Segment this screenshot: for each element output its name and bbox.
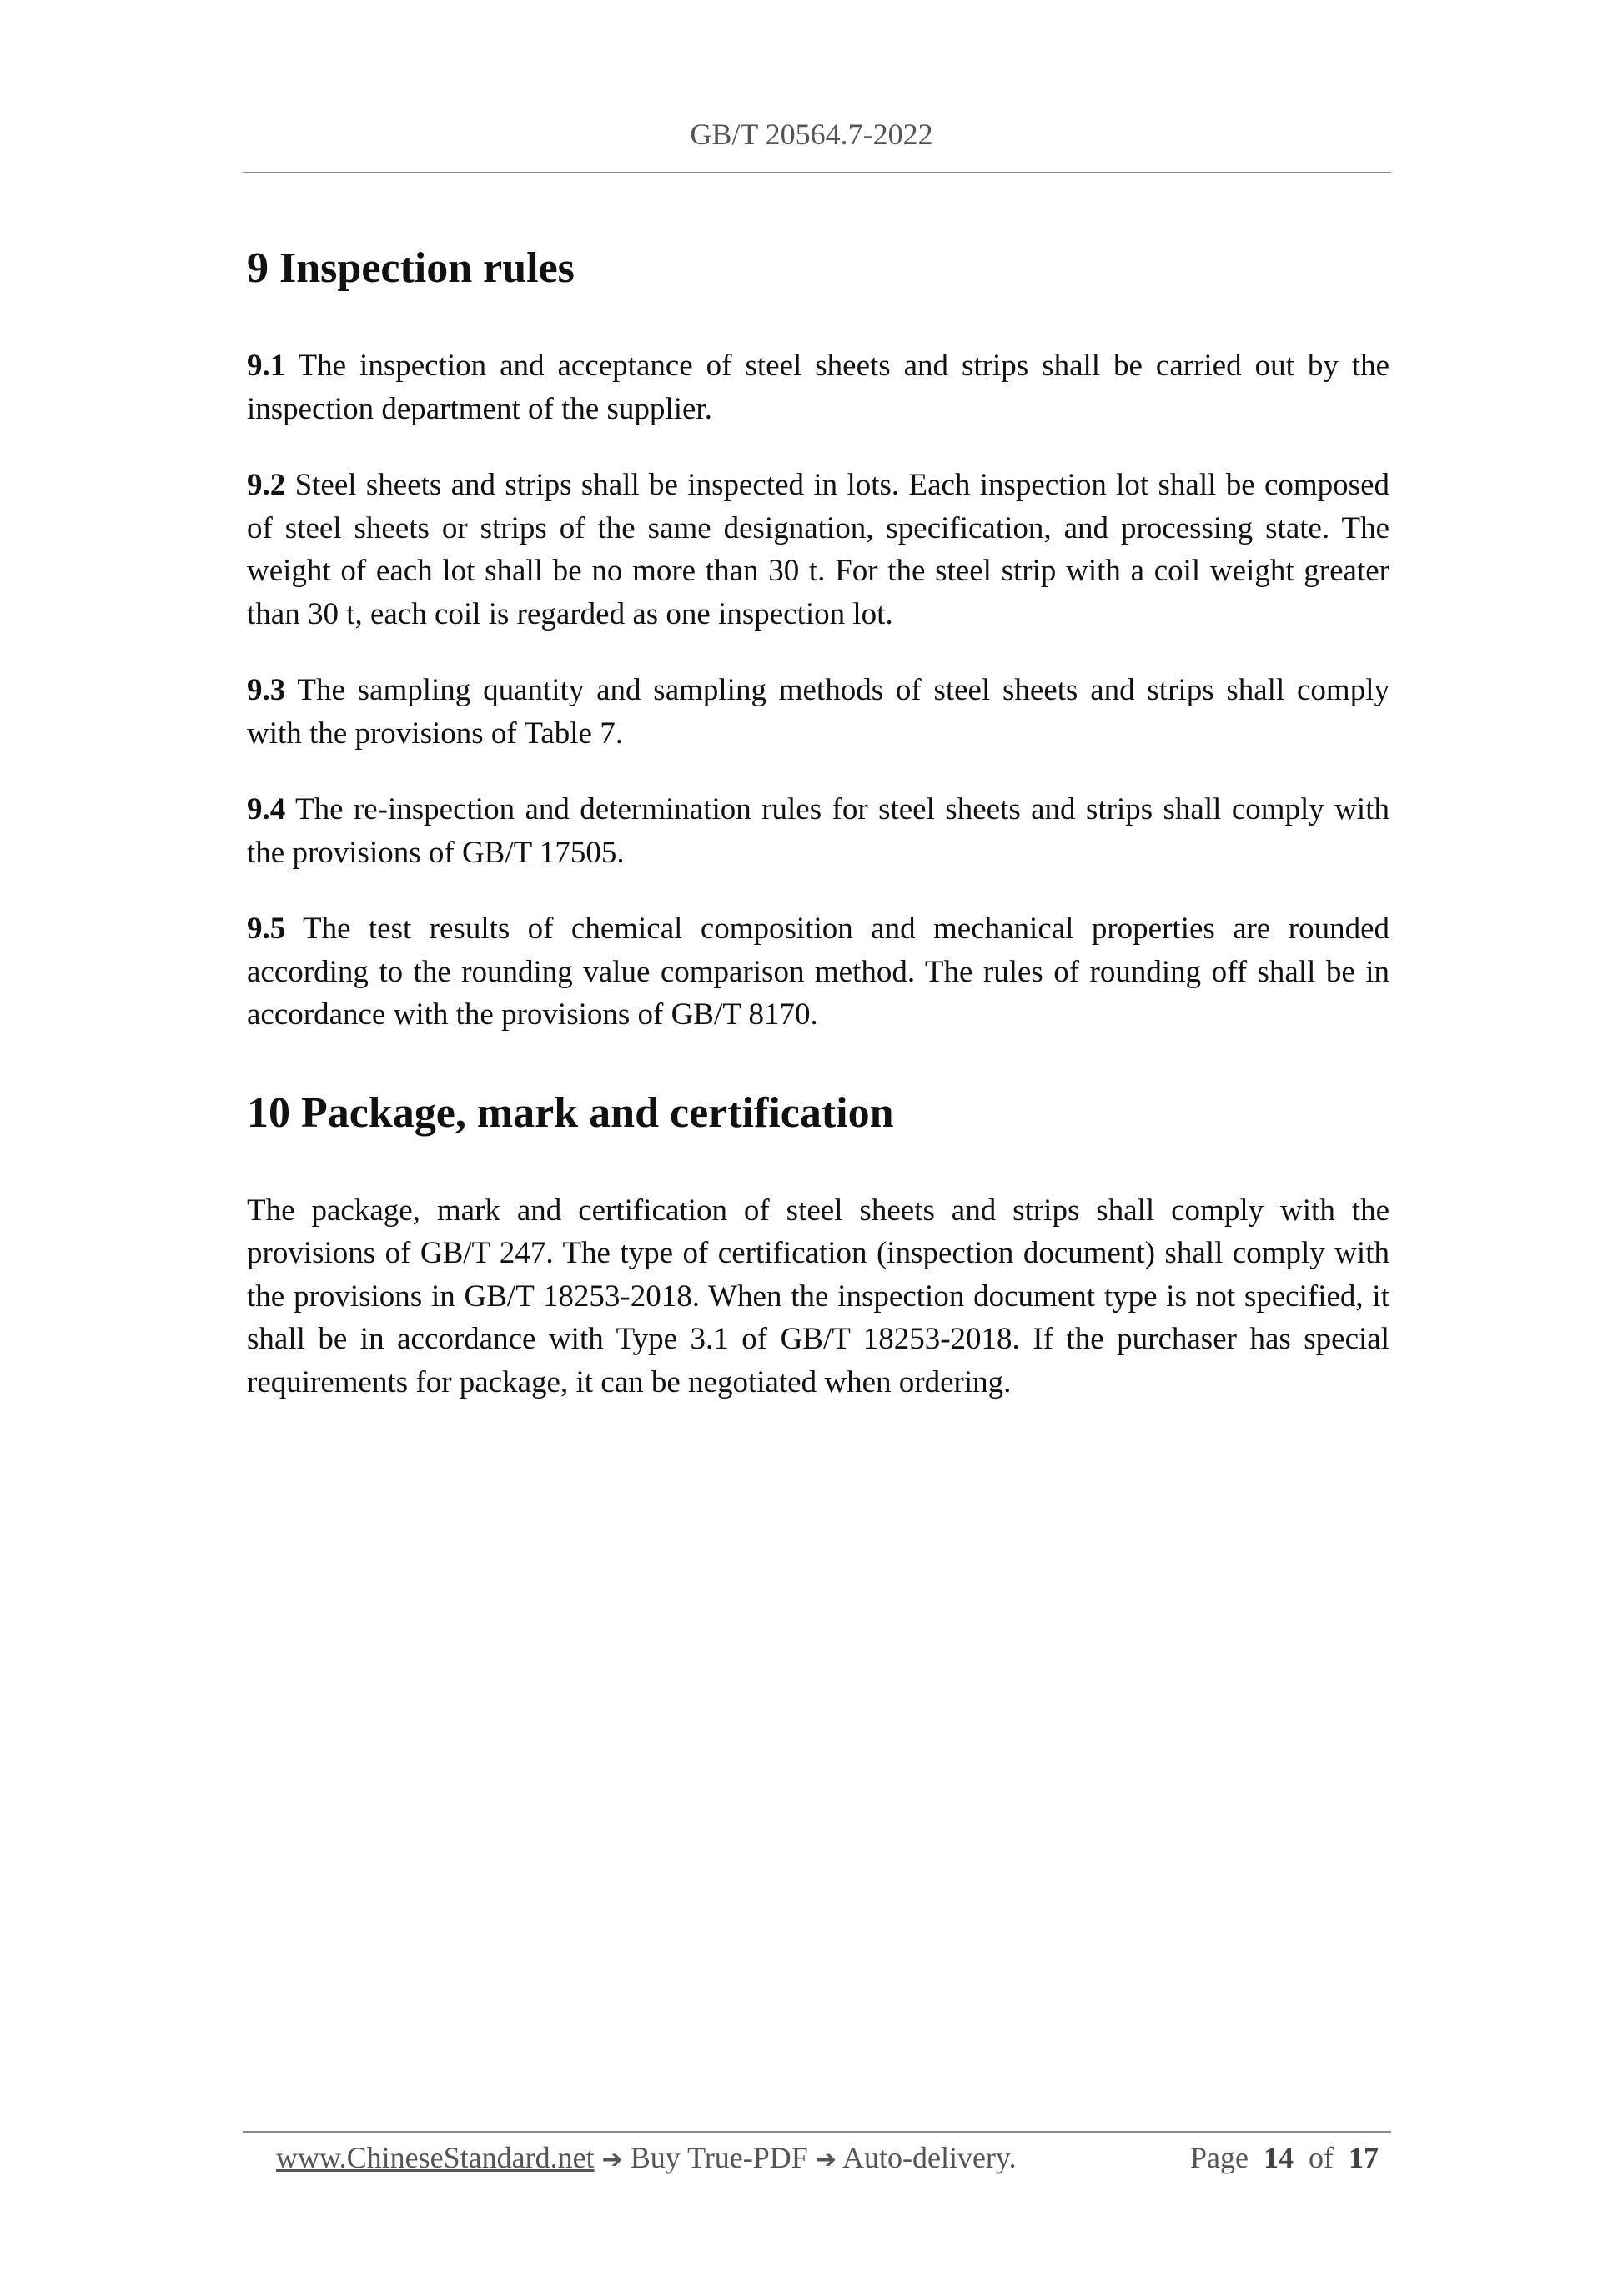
clause-number: 9.1 — [247, 349, 286, 383]
page-total: 17 — [1349, 2141, 1379, 2174]
footer-divider — [243, 2131, 1391, 2133]
page-footer — [0, 2134, 1623, 2184]
page-label: Page — [1190, 2141, 1249, 2174]
section-10-heading: 10 Package, mark and certification — [247, 1088, 894, 1137]
delivery-text: Auto-delivery. — [842, 2141, 1017, 2174]
right-arrow-icon: ➔ — [815, 2145, 837, 2174]
clause-text: The inspection and acceptance of steel sheets and strips shall be carried out by the inspection department of the supplier. — [247, 349, 1389, 426]
page-content — [247, 235, 1389, 1404]
right-arrow-icon: ➔ — [601, 2145, 623, 2174]
of-label: of — [1309, 2141, 1334, 2174]
clause-number: 9.4 — [247, 792, 286, 826]
clause-9-1 — [247, 344, 1389, 430]
clause-text: The sampling quantity and sampling methods of steel sheets and strips shall comply with the provisions of Table 7. — [247, 673, 1389, 751]
running-header: GB/T 20564.7-2022 — [690, 118, 933, 151]
site-link[interactable]: www.ChineseStandard.net — [276, 2141, 595, 2174]
clause-9-3 — [247, 669, 1389, 755]
clause-9-5 — [247, 907, 1389, 1037]
clause-number: 9.2 — [247, 468, 286, 502]
page-current: 14 — [1264, 2141, 1294, 2174]
clause-text: The test results of chemical composition and mechanical properties are rounded according to the rounding value comparison method. The rules of rounding off shall be in accordance with the provisions of GB/T 8170. — [247, 912, 1389, 1032]
buy-text: Buy True-PDF — [630, 2141, 808, 2174]
clause-number: 9.5 — [247, 912, 286, 946]
clause-number: 9.3 — [247, 673, 286, 707]
page-counter — [1190, 2134, 1379, 2181]
header-divider — [243, 172, 1391, 173]
clause-text: Steel sheets and strips shall be inspected in lots. Each inspection lot shall be composed of steel sheets or strips of the same designation, specification, and processing state. The weight of each lot shall be no more than 30 t. For the steel strip with a coil weight greater than 30 t, each coil is regarded as one inspection lot. — [247, 468, 1389, 631]
footer-promo — [276, 2134, 1017, 2183]
clause-9-2 — [247, 464, 1389, 636]
clause-text: The re-inspection and determination rules for steel sheets and strips shall comply with the provisions of GB/T 17505. — [247, 792, 1389, 870]
section-10-body: The package, mark and certification of steel sheets and strips shall comply with the provisions of GB/T 247. The type of certification (inspection document) shall comply with the provisions in GB/T 18253-2018. When the inspection document type is not specified, it shall be in accordance with Type 3.1 of GB/T 18253-2018. If the purchaser has special requirements for package, it can be negotiated when ordering. — [247, 1193, 1389, 1399]
section-9-heading: 9 Inspection rules — [247, 244, 575, 292]
clause-9-4 — [247, 788, 1389, 874]
